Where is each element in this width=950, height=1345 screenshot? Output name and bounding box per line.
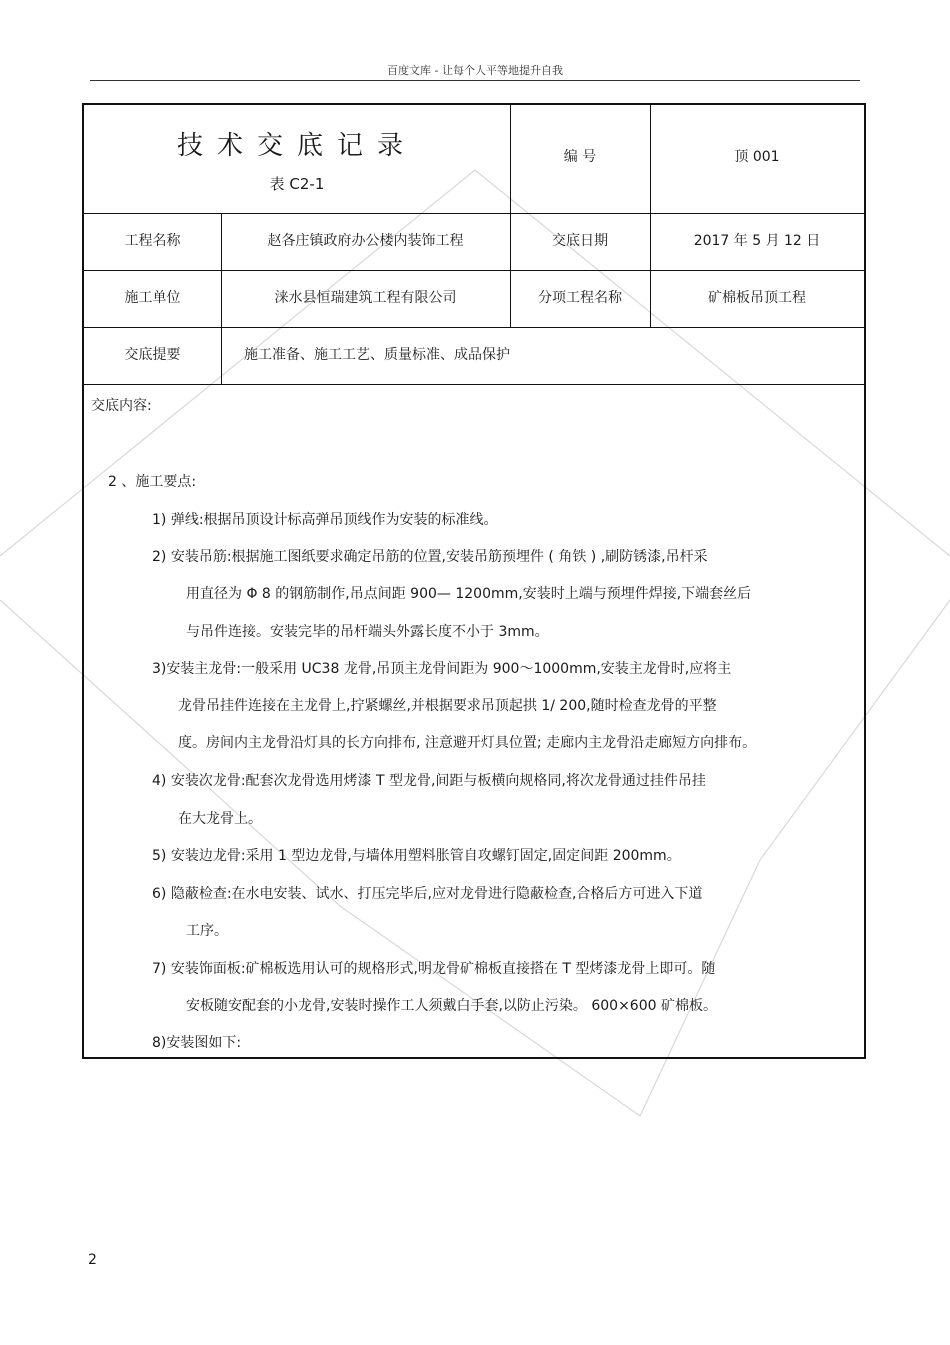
content-line: 4) 安装次龙骨:配套次龙骨选用烤漆 T 型龙骨,间距与板横向规格同,将次龙骨通过挂件吊挂 xyxy=(152,773,706,789)
summary-label: 交底提要 xyxy=(124,347,181,363)
content-line: 3)安装主龙骨:一般采用 UC38 龙骨,吊顶主龙骨间距为 900～1000mm,安装主龙骨时,应将主 xyxy=(152,661,732,677)
content-line: 8)安装图如下: xyxy=(152,1035,242,1051)
form-number: 表 C2-1 xyxy=(269,175,325,193)
record-table xyxy=(82,103,866,1059)
subproject-value: 矿棉板吊顶工程 xyxy=(708,290,806,306)
content-label: 交底内容: xyxy=(91,398,152,414)
content-line: 安板随安配套的小龙骨,安装时操作工人须戴白手套,以防止污染。 600×600 矿棉板。 xyxy=(186,998,717,1014)
content-line: 与吊件连接。安装完毕的吊杆端头外露长度不小于 3mm。 xyxy=(186,624,549,640)
record-title: 技术交底记录 xyxy=(176,131,417,161)
content-line: 2) 安装吊筋:根据施工图纸要求确定吊筋的位置,安装吊筋预埋件 ( 角铁 ) ,刷防锈漆,吊杆采 xyxy=(152,549,708,565)
content-line: 在大龙骨上。 xyxy=(178,811,262,827)
date-value: 2017 年 5 月 12 日 xyxy=(693,233,821,249)
unit-value: 涞水县恒瑞建筑工程有限公司 xyxy=(274,290,457,306)
divider xyxy=(84,213,864,214)
content-line: 5) 安装边龙骨:采用 1 型边龙骨,与墙体用塑料胀管自攻螺钉固定,固定间距 200mm。 xyxy=(152,848,681,864)
project-label: 工程名称 xyxy=(124,233,181,249)
unit-label: 施工单位 xyxy=(124,290,181,306)
divider xyxy=(84,384,864,385)
content-line: 6) 隐蔽检查:在水电安装、试水、打压完毕后,应对龙骨进行隐蔽检查,合格后方可进入下道 xyxy=(152,886,703,902)
number-label: 编 号 xyxy=(563,149,597,165)
subproject-label: 分项工程名称 xyxy=(538,290,622,306)
number-value: 顶 001 xyxy=(734,149,780,165)
project-value: 赵各庄镇政府办公楼内装饰工程 xyxy=(267,233,464,249)
header-rule xyxy=(90,80,860,81)
page-header: 百度文库 - 让每个人平等地提升自我 xyxy=(387,64,563,77)
divider xyxy=(84,270,864,271)
content-line: 1) 弹线:根据吊顶设计标高弹吊顶线作为安装的标准线。 xyxy=(152,512,498,528)
content-line: 度。房间内主龙骨沿灯具的长方向排布, 注意避开灯具位置; 走廊内主龙骨沿走廊短方向排布。 xyxy=(178,735,757,751)
content-line: 工序。 xyxy=(186,923,228,939)
content-line: 用直径为 Φ 8 的钢筋制作,吊点间距 900— 1200mm,安装时上端与预埋件焊接,下端套丝后 xyxy=(186,586,752,602)
content-line: 龙骨吊挂件连接在主龙骨上,拧紧螺丝,并根据要求吊顶起拱 1/ 200,随时检查龙骨的平整 xyxy=(178,698,717,714)
content-line: 2 、施工要点: xyxy=(108,474,197,490)
date-label: 交底日期 xyxy=(552,233,608,249)
summary-value: 施工准备、施工工艺、质量标准、成品保护 xyxy=(244,347,510,363)
divider xyxy=(84,327,864,328)
page-number: 2 xyxy=(88,1252,97,1268)
content-line: 7) 安装饰面板:矿棉板选用认可的规格形式,明龙骨矿棉板直接搭在 T 型烤漆龙骨上即可。随 xyxy=(152,961,716,977)
